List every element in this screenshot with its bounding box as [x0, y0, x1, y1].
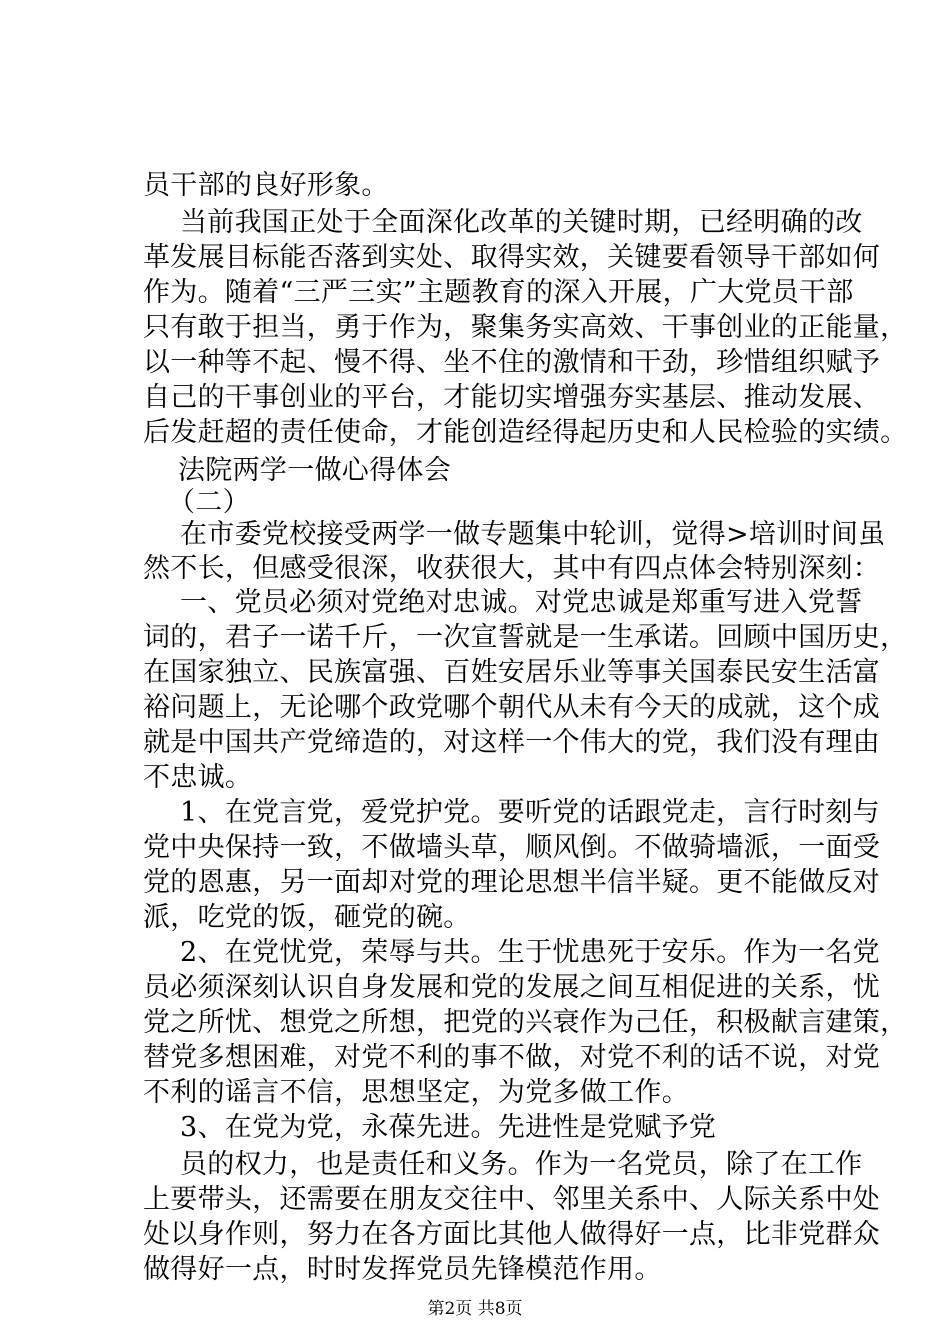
body-line: 一、党员必须对党绝对忠诚。对党忠诚是郑重写进入党誓 [180, 587, 863, 618]
body-line: 后发赶超的责任使命，才能创造经得起历史和人民检验的实绩。 [143, 417, 908, 448]
body-line: 党的恩惠，另一面却对党的理论思想半信半疑。更不能做反对 [143, 867, 881, 898]
body-line: 2、在党忧党，荣辱与共。生于忧患死于安乐。作为一名党 [180, 937, 880, 968]
body-line: 然不长，但感受很深，收获很大，其中有四点体会特别深刻： [143, 553, 881, 584]
body-line: 上要带头，还需要在朋友交往中、邻里关系中、人际关系中处 [143, 1184, 881, 1215]
body-line: 就是中国共产党缔造的，对这样一个伟大的党，我们没有理由 [143, 727, 881, 758]
body-line: 不忠诚。 [143, 762, 253, 793]
body-line: 员的权力，也是责任和义务。作为一名党员，除了在工作 [180, 1149, 863, 1180]
body-line: 革发展目标能否落到实处、取得实效，关键要看领导干部如何 [143, 242, 881, 273]
body-line: 处以身作则，努力在各方面比其他人做得好一点，比非党群众 [143, 1219, 881, 1250]
section-subtitle: （二） [168, 487, 250, 518]
body-line: 做得好一点，时时发挥党员先锋模范作用。 [143, 1254, 662, 1285]
body-line: 1、在党言党，爱党护党。要听党的话跟党走，言行时刻与 [180, 797, 880, 828]
body-line: 员干部的良好形象。 [143, 170, 389, 201]
body-line: 不利的谣言不信，思想坚定，为党多做工作。 [143, 1077, 689, 1108]
body-line: 在市委党校接受两学一做专题集中轮训，觉得>培训时间虽 [180, 519, 886, 550]
body-line: 在国家独立、民族富强、百姓安居乐业等事关国泰民安生活富 [143, 657, 881, 688]
body-line: 派，吃党的饭，砸党的碗。 [143, 902, 471, 933]
body-line: 裕问题上，无论哪个政党哪个朝代从未有今天的成就，这个成 [143, 692, 881, 723]
body-line: 员必须深刻认识自身发展和党的发展之间互相促进的关系，忧 [143, 972, 881, 1003]
page-number-footer: 第2页 共8页 [427, 1299, 523, 1319]
body-line: 以一种等不起、慢不得、坐不住的激情和干劲，珍惜组织赋予 [143, 347, 881, 378]
body-line: 3、在党为党，永葆先进。先进性是党赋予党 [180, 1112, 717, 1143]
body-line: 党之所忧、想党之所想，把党的兴衰作为己任，积极献言建策， [143, 1007, 908, 1038]
body-line: 党中央保持一致，不做墙头草，顺风倒。不做骑墙派，一面受 [143, 832, 881, 863]
body-line: 词的，君子一诺千斤，一次宣誓就是一生承诺。回顾中国历史， [143, 622, 908, 653]
body-line: 替党多想困难，对党不利的事不做，对党不利的话不说，对党 [143, 1042, 881, 1073]
body-line: 当前我国正处于全面深化改革的关键时期，已经明确的改 [180, 207, 863, 238]
body-line: 自己的干事创业的平台，才能切实增强夯实基层、推动发展、 [143, 382, 881, 413]
body-line: 作为。随着“三严三实”主题教育的深入开展，广大党员干部 [143, 277, 854, 308]
section-title: 法院两学一做心得体会 [178, 455, 451, 486]
body-line: 只有敢于担当，勇于作为，聚集务实高效、干事创业的正能量， [143, 312, 908, 343]
